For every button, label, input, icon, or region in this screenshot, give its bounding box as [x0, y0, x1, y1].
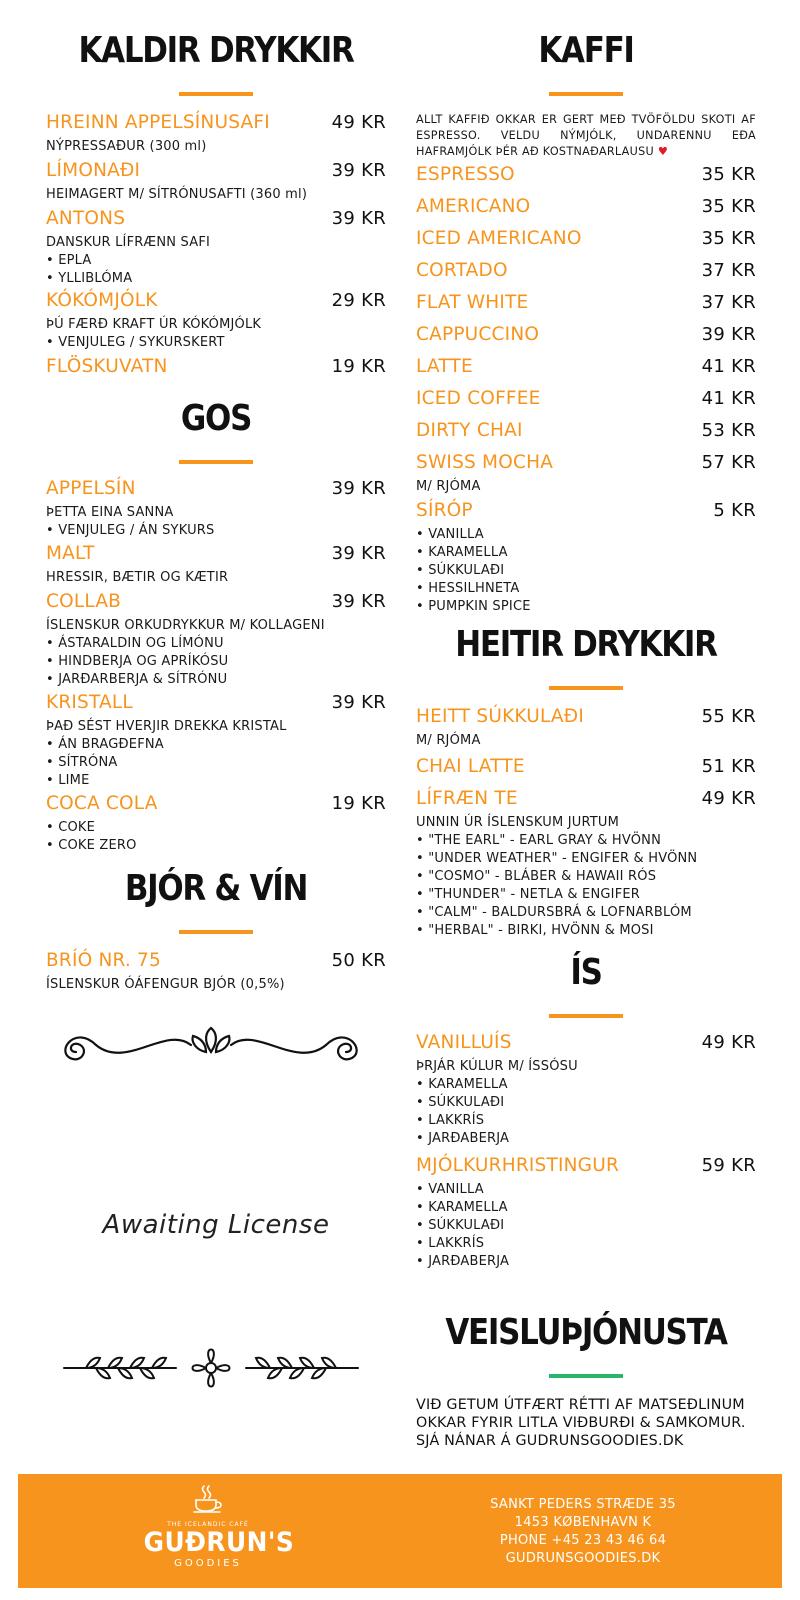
- menu-item-name: HREINN APPELSÍNUSAFI: [46, 112, 270, 133]
- menu-item-price: 39 KR: [701, 324, 756, 345]
- menu-item-description: ÞÚ FÆRÐ KRAFT ÚR KÓKÓMJÓLK: [46, 317, 262, 332]
- menu-item-option: • VANILLA: [416, 1182, 484, 1197]
- menu-item-option: • LAKKRÍS: [416, 1113, 485, 1128]
- menu-item-description: ÍSLENSKUR ORKUDRYKKUR M/ KOLLAGENI: [46, 618, 325, 633]
- menu-item: [416, 196, 756, 222]
- logo-name: GUÐRUN'S: [143, 1527, 295, 1558]
- menu-item: [46, 478, 386, 540]
- menu-item-price: 5 KR: [713, 500, 756, 521]
- menu-item-header: [416, 756, 756, 782]
- section-title-beer-wine: BJÓR & VÍN: [124, 868, 308, 909]
- menu-item: [416, 756, 756, 782]
- title-divider: [549, 1014, 623, 1018]
- menu-item-description: M/ RJÓMA: [416, 479, 481, 494]
- menu-item: [46, 793, 386, 855]
- menu-item: [46, 290, 386, 352]
- menu-item-price: 35 KR: [701, 164, 756, 185]
- logo-subtitle: GOODIES: [174, 1558, 242, 1569]
- logo-tagline: THE ICELANDIC CAFÉ: [167, 1521, 249, 1528]
- menu-item-option: • KARAMELLA: [416, 1200, 508, 1215]
- menu-item-description: M/ RJÓMA: [416, 733, 481, 748]
- menu-item-name: CAPPUCCINO: [416, 324, 540, 345]
- menu-item-price: 19 KR: [331, 793, 386, 814]
- city-address: 1453 KØBENHAVN K: [514, 1515, 652, 1530]
- menu-item: [416, 228, 756, 254]
- menu-item: [416, 324, 756, 350]
- title-divider: [549, 92, 623, 96]
- menu-item-header: [46, 591, 386, 617]
- menu-item: [416, 164, 756, 190]
- menu-item-price: 39 KR: [331, 208, 386, 229]
- menu-item: [416, 788, 756, 940]
- footer: [18, 1474, 782, 1588]
- section-title-catering: VEISLUÞJÓNUSTA: [445, 1312, 727, 1353]
- menu-item: [416, 292, 756, 318]
- menu-item-price: 35 KR: [701, 196, 756, 217]
- menu-item-price: 41 KR: [701, 388, 756, 409]
- menu-item: [416, 260, 756, 286]
- menu-item-header: [416, 228, 756, 254]
- menu-item-price: 39 KR: [331, 591, 386, 612]
- menu-item-name: FLÖSKUVATN: [46, 356, 168, 377]
- menu-item: [416, 500, 756, 616]
- menu-item-header: [416, 388, 756, 414]
- menu-item-header: [416, 164, 756, 190]
- menu-item-description: HEIMAGERT M/ SÍTRÓNUSAFTI (360 ml): [46, 187, 308, 202]
- phone-number: PHONE +45 23 43 46 64: [499, 1533, 667, 1548]
- title-divider: [179, 930, 253, 934]
- menu-item: [416, 388, 756, 414]
- menu-item-name: LÍMONAÐI: [46, 160, 141, 181]
- menu-item-price: 39 KR: [331, 160, 386, 181]
- menu-item-name: AMERICANO: [416, 196, 531, 217]
- menu-item-name: MJÓLKURHRISTINGUR: [416, 1155, 620, 1176]
- menu-item-price: 55 KR: [701, 706, 756, 727]
- menu-item-option: • VENJULEG / SYKURSKERT: [46, 335, 225, 350]
- menu-item-price: 39 KR: [331, 543, 386, 564]
- menu-item-option: • HINDBERJA OG APRÍKÓSU: [46, 654, 229, 669]
- menu-item-header: [46, 208, 386, 234]
- menu-item-description: ÞETTA EINA SANNA: [46, 505, 174, 520]
- menu-item-price: 50 KR: [331, 950, 386, 971]
- menu-item-price: 29 KR: [331, 290, 386, 311]
- menu-item-name: LATTE: [416, 356, 473, 377]
- menu-item-option: • HESSILHNETA: [416, 581, 520, 596]
- section-title-cold-drinks: KALDIR DRYKKIR: [78, 30, 354, 71]
- menu-item: [46, 356, 386, 382]
- menu-item-price: 37 KR: [701, 260, 756, 281]
- menu-item-name: ANTONS: [46, 208, 126, 229]
- menu-item-header: [416, 324, 756, 350]
- menu-item-option: • COKE: [46, 820, 96, 835]
- menu-item-price: 51 KR: [701, 756, 756, 777]
- menu-item-name: ICED AMERICANO: [416, 228, 582, 249]
- section-title-hot-drinks: HEITIR DRYKKIR: [455, 624, 717, 665]
- menu-item-option: • "HERBAL" - BIRKI, HVÖNN & MOSI: [416, 923, 654, 938]
- menu-item: [46, 208, 386, 288]
- menu-item-price: 53 KR: [701, 420, 756, 441]
- menu-item-header: [416, 788, 756, 814]
- menu-item-header: [46, 356, 386, 382]
- menu-item: [46, 692, 386, 790]
- menu-item-description: NÝPRESSAÐUR (300 ml): [46, 139, 207, 154]
- title-divider: [179, 460, 253, 464]
- menu-item-header: [416, 1155, 756, 1181]
- coffee-intro: ALLT KAFFIÐ OKKAR ER GERT MEÐ TVÖFÖLDU SKOTI AF ESPRESSO. VELDU NÝMJÓLK, UNDARENNU EÐA HAFRAMJÓLK ÞÉR AÐ KOSTNAÐARLAUSU ♥: [416, 113, 756, 158]
- license-notice: Awaiting License: [102, 1210, 330, 1240]
- menu-item-option: • JARÐABERJA: [416, 1254, 510, 1269]
- menu-item-header: [46, 478, 386, 504]
- heart-icon: ♥: [657, 145, 669, 158]
- menu-item-price: 49 KR: [701, 788, 756, 809]
- menu-item-option: • LIME: [46, 773, 90, 788]
- menu-item-name: SWISS MOCHA: [416, 452, 554, 473]
- menu-item-option: • COKE ZERO: [46, 838, 137, 853]
- floral-divider: [56, 1340, 366, 1396]
- menu-item-name: HEITT SÚKKULAÐI: [416, 706, 584, 727]
- menu-item-header: [46, 290, 386, 316]
- menu-item-name: VANILLUÍS: [416, 1032, 512, 1053]
- menu-item: [416, 452, 756, 496]
- menu-item-description: HRESSIR, BÆTIR OG KÆTIR: [46, 570, 229, 585]
- menu-item: [46, 112, 386, 156]
- menu-item-name: CHAI LATTE: [416, 756, 525, 777]
- menu-item: [416, 1155, 756, 1271]
- menu-item-option: • ÁN BRAGÐEFNA: [46, 737, 164, 752]
- menu-item-name: COCA COLA: [46, 793, 158, 814]
- menu-item-header: [416, 260, 756, 286]
- menu-item: [46, 591, 386, 689]
- menu-item: [46, 543, 386, 587]
- menu-item-name: KRISTALL: [46, 692, 133, 713]
- menu-item-option: • KARAMELLA: [416, 545, 508, 560]
- section-title-soda: GOS: [180, 398, 252, 439]
- menu-item-name: APPELSÍN: [46, 478, 136, 499]
- menu-item-option: • JARÐABERJA: [416, 1131, 510, 1146]
- menu-item: [416, 1032, 756, 1148]
- menu-item-price: 39 KR: [331, 692, 386, 713]
- menu-item-price: 37 KR: [701, 292, 756, 313]
- menu-item-price: 49 KR: [701, 1032, 756, 1053]
- catering-text: VIÐ GETUM ÚTFÆRT RÉTTI AF MATSEÐLINUM OKKAR FYRIR LITLA VIÐBURÐI & SAMKOMUR. SJÁ NÁNAR Á GUDRUNSGOODIES.DK: [416, 1397, 746, 1449]
- menu-item-name: CORTADO: [416, 260, 508, 281]
- menu-item-price: 59 KR: [701, 1155, 756, 1176]
- menu-item-option: • LAKKRÍS: [416, 1236, 485, 1251]
- menu-item-description: DANSKUR LÍFRÆNN SAFI: [46, 235, 211, 250]
- menu-item-option: • "UNDER WEATHER" - ENGIFER & HVÖNN: [416, 851, 698, 866]
- menu-item-description: ÞAÐ SÉST HVERJIR DREKKA KRISTAL: [46, 719, 287, 734]
- menu-item-header: [46, 160, 386, 186]
- menu-item-option: • PUMPKIN SPICE: [416, 599, 531, 614]
- menu-item-name: ICED COFFEE: [416, 388, 541, 409]
- menu-item-header: [416, 1032, 756, 1058]
- menu-item-price: 41 KR: [701, 356, 756, 377]
- menu-item-price: 57 KR: [701, 452, 756, 473]
- menu-item-description: ÍSLENSKUR ÓÁFENGUR BJÓR (0,5%): [46, 977, 285, 992]
- menu-item-name: SÍRÓP: [416, 500, 473, 521]
- menu-item-header: [416, 452, 756, 478]
- menu-item-header: [416, 292, 756, 318]
- menu-item-header: [416, 196, 756, 222]
- menu-item-option: • "THUNDER" - NETLA & ENGIFER: [416, 887, 641, 902]
- menu-item-option: • EPLA: [46, 253, 92, 268]
- title-divider: [549, 1374, 623, 1378]
- menu-item-option: • VENJULEG / ÁN SYKURS: [46, 523, 215, 538]
- menu-item-price: 35 KR: [701, 228, 756, 249]
- address-block: [468, 1496, 698, 1568]
- menu-item-option: • YLLIBLÓMA: [46, 271, 133, 286]
- title-divider: [179, 92, 253, 96]
- menu-item: [46, 160, 386, 204]
- menu-item: [46, 950, 386, 994]
- menu-item: [416, 706, 756, 750]
- menu-item-header: [416, 356, 756, 382]
- menu-item-name: FLAT WHITE: [416, 292, 529, 313]
- menu-item-header: [46, 543, 386, 569]
- menu-item-header: [46, 112, 386, 138]
- menu-item-option: • SÍTRÓNA: [46, 755, 118, 770]
- menu-item-option: • "COSMO" - BLÁBER & HAWAII RÓS: [416, 869, 657, 884]
- website-link[interactable]: GUDRUNSGOODIES.DK: [505, 1551, 661, 1566]
- menu-item-header: [416, 420, 756, 446]
- menu-item-price: 49 KR: [331, 112, 386, 133]
- menu-item-name: DIRTY CHAI: [416, 420, 523, 441]
- menu-item-header: [46, 692, 386, 718]
- menu-item-option: • JARÐARBERJA & SÍTRÓNU: [46, 672, 228, 687]
- menu-item-name: ESPRESSO: [416, 164, 515, 185]
- menu-item-option: • VANILLA: [416, 527, 484, 542]
- menu-item-option: • SÚKKULAÐI: [416, 1095, 505, 1110]
- menu-item-header: [416, 706, 756, 732]
- menu-item-option: • KARAMELLA: [416, 1077, 508, 1092]
- ornamental-flourish: [56, 1020, 366, 1070]
- title-divider: [549, 686, 623, 690]
- menu-item-description: UNNIN ÚR ÍSLENSKUM JURTUM: [416, 815, 620, 830]
- logo: [138, 1484, 295, 1584]
- menu-item-option: • "THE EARL" - EARL GRAY & HVÖNN: [416, 833, 662, 848]
- menu-item-option: • SÚKKULAÐI: [416, 1218, 505, 1233]
- menu-item-option: • SÚKKULAÐI: [416, 563, 505, 578]
- menu-item: [416, 420, 756, 446]
- coffee-cup-icon: [191, 1484, 225, 1514]
- section-title-coffee: KAFFI: [538, 30, 634, 71]
- menu-item-name: COLLAB: [46, 591, 122, 612]
- menu-item-header: [46, 793, 386, 819]
- menu-item-description: ÞRJÁR KÚLUR M/ ÍSSÓSU: [416, 1059, 578, 1074]
- street-address: SANKT PEDERS STRÆDE 35: [490, 1497, 676, 1512]
- menu-item: [416, 356, 756, 382]
- menu-item-name: BRÍÓ NR. 75: [46, 950, 161, 971]
- menu-item-price: 39 KR: [331, 478, 386, 499]
- menu-item-option: • ÁSTARALDIN OG LÍMÓNU: [46, 636, 224, 651]
- menu-item-name: MALT: [46, 543, 95, 564]
- menu-item-price: 19 KR: [331, 356, 386, 377]
- menu-item-header: [46, 950, 386, 976]
- menu-item-option: • "CALM" - BALDURSBRÁ & LOFNARBLÓM: [416, 905, 692, 920]
- section-title-ice-cream: ÍS: [570, 952, 602, 993]
- menu-item-header: [416, 500, 756, 526]
- menu-item-name: LÍFRÆN TE: [416, 788, 518, 809]
- menu-item-name: KÓKÓMJÓLK: [46, 290, 158, 311]
